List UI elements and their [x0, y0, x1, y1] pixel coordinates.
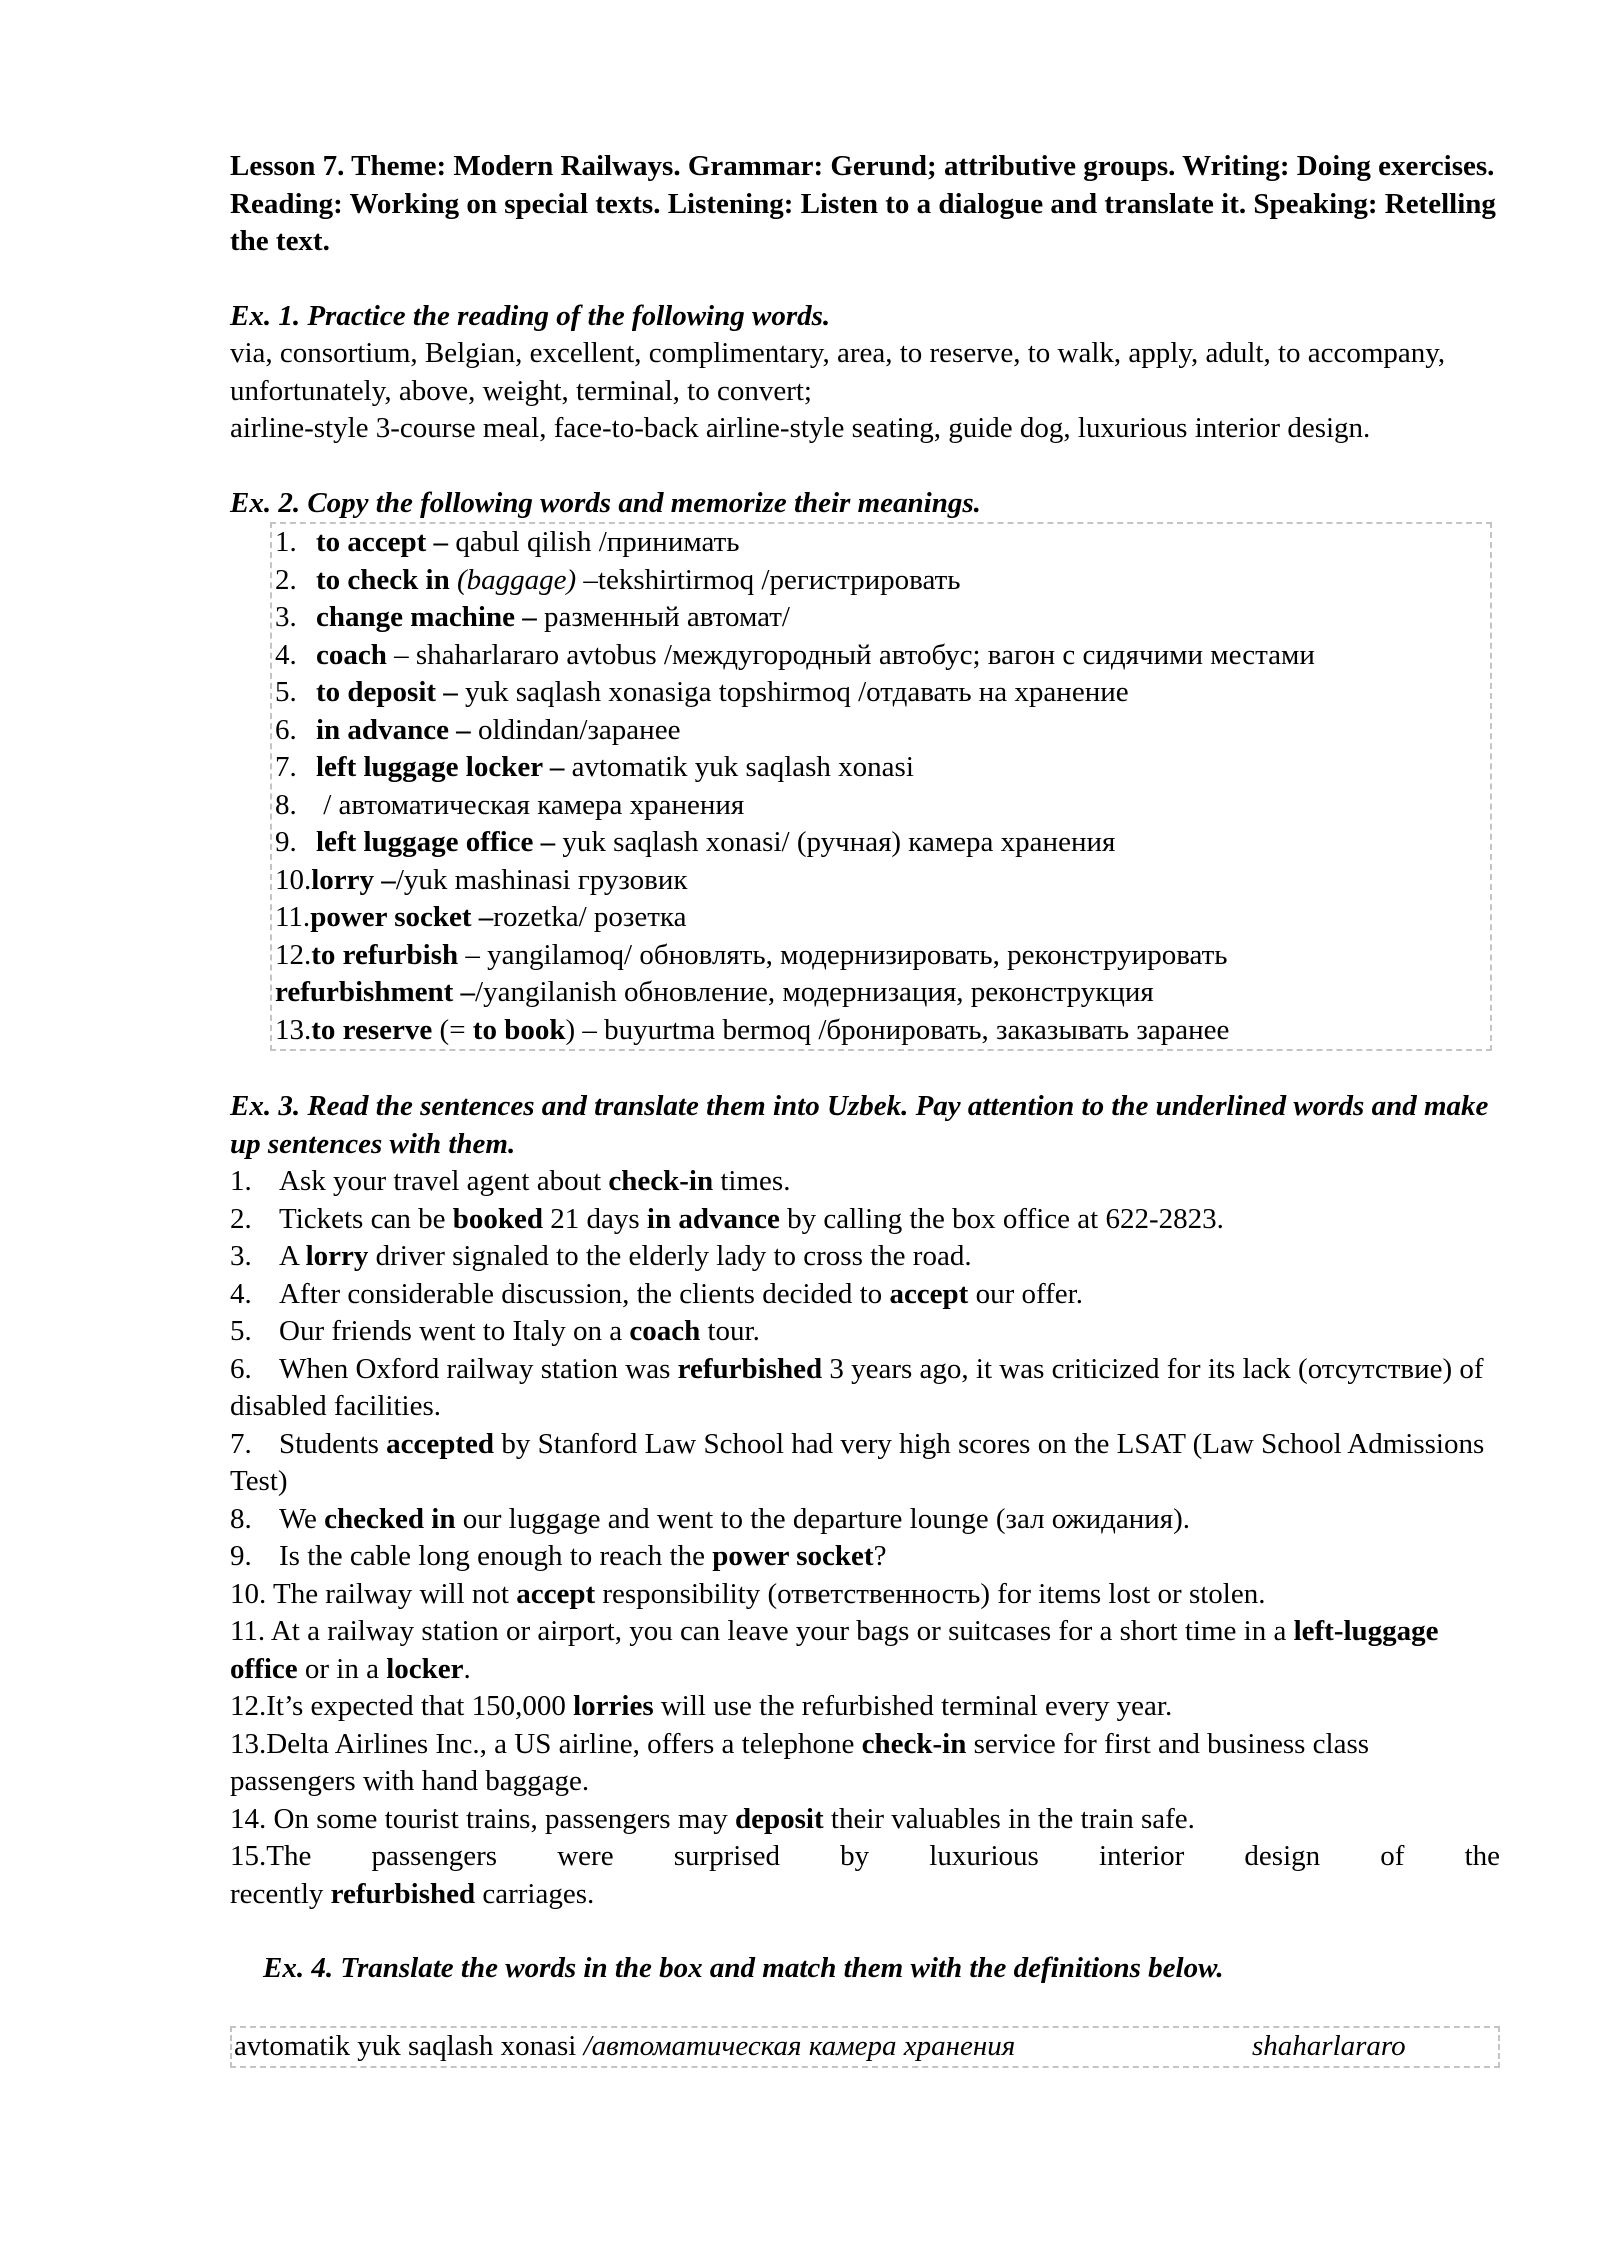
sentence: 12.It’s expected that 150,000 lorries will use the refurbished terminal every year.	[230, 1690, 1173, 1722]
sentence: 6. When Oxford railway station was refurbished 3 years ago, it was criticized for its lack (отсутствие) of disabled facilities.	[230, 1352, 1484, 1422]
ex3-title: Ex. 3. Read the sentences and translate them into Uzbek. Pay attention to the underlined words and make up sentences with them.	[230, 1090, 1489, 1160]
vocab-item: 6. in advance – oldindan/заранее	[275, 713, 681, 746]
sentence: 5. Our friends went to Italy on a coach tour.	[230, 1315, 760, 1347]
vocab-item: refurbishment –/yangilanish обновление, модернизация, реконструкция	[275, 976, 1154, 1008]
vocab-item: 3. change machine – разменный автомат/	[275, 601, 790, 633]
vocab-item: 12.to refurbish – yangilamoq/ обновлять, модернизировать, реконструировать	[275, 938, 1228, 971]
sentence: 13.Delta Airlines Inc., a US airline, offers a telephone check-in service for first and business class passengers with hand baggage.	[230, 1727, 1370, 1797]
sentence: 7. Students accepted by Stanford Law School had very high scores on the LSAT (Law School Admissions Test)	[230, 1427, 1485, 1497]
lesson-heading: Lesson 7. Theme: Modern Railways. Grammar: Gerund; attributive groups. Writing: Doing exercises. Reading: Working on special texts. Listening: Listen to a dialogue and translate it. Speaking: Retelling the text.	[230, 150, 1496, 257]
ex3-sentences	[230, 1163, 1500, 1913]
vocab-item: 5. to deposit – yuk saqlash xonasiga topshirmoq /отдавать на хранение	[275, 676, 1129, 708]
ex4-title: Ex. 4. Translate the words in the box and match them with the definitions below.	[263, 1952, 1224, 1984]
exercise-3	[230, 1088, 1500, 1913]
ex2-title: Ex. 2. Copy the following words and memorize their meanings.	[230, 486, 981, 519]
vocabulary-box	[270, 522, 1492, 1051]
vocab-item: 11.power socket –rozetka/ розетка	[275, 901, 687, 933]
ex1-words: via, consortium, Belgian, excellent, complimentary, area, to reserve, to walk, apply, adult, to accompany, unfortunately, above, weight, terminal, to convert;	[230, 337, 1446, 407]
vocab-item: 4. coach – shaharlararo avtobus /междугородный автобус; вагон с сидячими местами	[275, 638, 1315, 671]
sentence: 3. A lorry driver signaled to the elderly lady to cross the road.	[230, 1240, 972, 1272]
box-word-ru: /автоматическая камера хранения	[583, 2029, 1016, 2062]
box-word-next: shaharlararo	[1252, 2029, 1406, 2062]
ex1-title: Ex. 1. Practice the reading of the following words.	[230, 299, 831, 332]
sentence: 10. The railway will not accept responsibility (ответственность) for items lost or stolen.	[230, 1577, 1266, 1610]
vocab-item: 2. to check in (baggage) –tekshirtirmoq /регистрировать	[275, 563, 961, 596]
sentence: 8. We checked in our luggage and went to the departure lounge (зал ожидания).	[230, 1502, 1191, 1535]
exercise-1	[230, 298, 1500, 448]
document-page	[230, 148, 1500, 2068]
sentence: 14. On some tourist trains, passengers may deposit their valuables in the train safe.	[230, 1802, 1195, 1835]
box-word-uz: avtomatik yuk saqlash xonasi	[234, 2029, 584, 2062]
sentence: 9. Is the cable long enough to reach the power socket?	[230, 1540, 887, 1572]
vocab-item: 1. to accept – qabul qilish /принимать	[275, 526, 740, 558]
sentence: 11. At a railway station or airport, you can leave your bags or suitcases for a short time in a left-luggage office or in a locker.	[230, 1615, 1439, 1685]
sentence: 2. Tickets can be booked 21 days in advance by calling the box office at 622-2823.	[230, 1202, 1224, 1235]
vocab-item: 7. left luggage locker – avtomatik yuk saqlash xonasi	[275, 751, 914, 783]
vocab-item: 9. left luggage office – yuk saqlash xonasi/ (ручная) камера хранения	[275, 826, 1116, 858]
word-box	[230, 2026, 1500, 2068]
ex1-phrases: airline-style 3-course meal, face-to-back airline-style seating, guide dog, luxurious interior design.	[230, 412, 1371, 444]
vocab-item: 13.to reserve (= to book) – buyurtma bermoq /бронировать, заказывать заранее	[275, 1013, 1230, 1046]
exercise-2	[230, 485, 1500, 1052]
sentence: 15.The passengers were surprised by luxurious interior design of the recently refurbished carriages.	[230, 1840, 1500, 1910]
sentence: 1. Ask your travel agent about check-in times.	[230, 1165, 791, 1197]
sentence: 4. After considerable discussion, the clients decided to accept our offer.	[230, 1277, 1083, 1310]
vocab-item: 8. / автоматическая камера хранения	[275, 788, 745, 821]
exercise-4	[230, 1950, 1500, 2068]
vocab-item: 10.lorry –/yuk mashinasi грузовик	[275, 863, 688, 896]
